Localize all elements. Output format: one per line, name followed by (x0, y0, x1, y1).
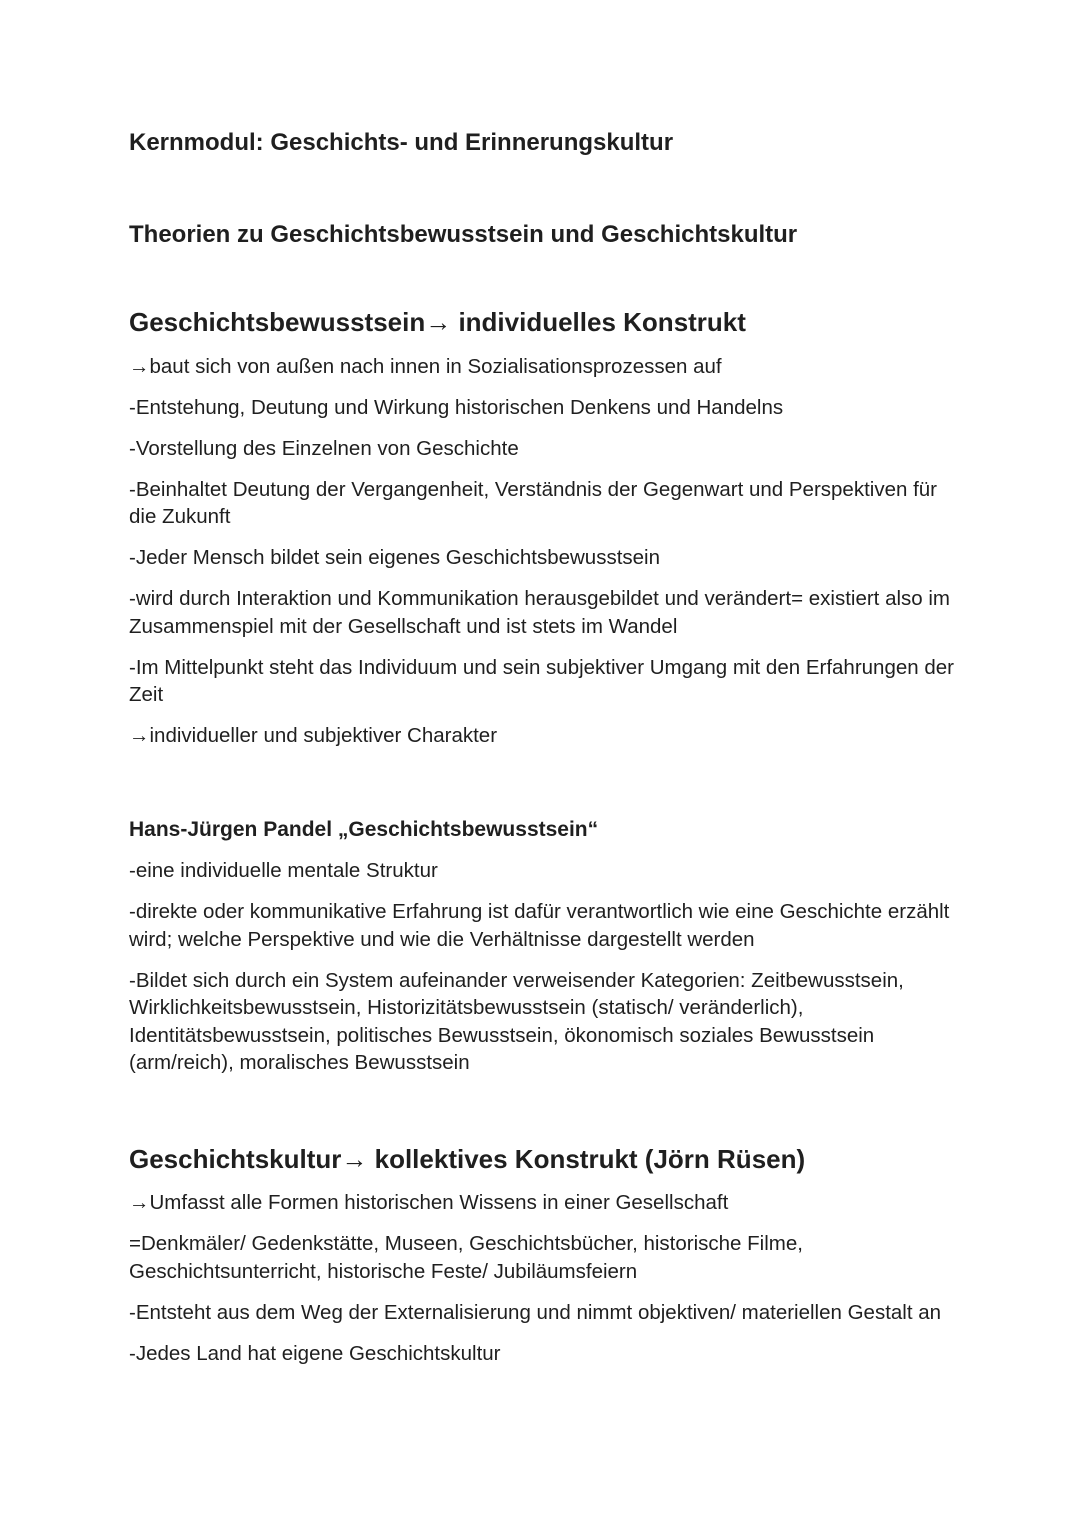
section-geschichtskultur (129, 1142, 960, 1368)
section-geschichtsbewusstsein (129, 305, 960, 750)
paragraph: =Denkmäler/ Gedenkstätte, Museen, Geschichtsbücher, historische Filme, Geschichtsunterricht, historische Feste/ Jubiläumsfeiern (129, 1232, 803, 1283)
paragraph: →baut sich von außen nach innen in Sozialisationsprozessen auf (129, 354, 722, 378)
document-subtitle: Theorien zu Geschichtsbewusstsein und Geschichtskultur (129, 221, 798, 248)
section-pandel (129, 816, 960, 1077)
paragraph: -Im Mittelpunkt steht das Individuum und sein subjektiver Umgang mit den Erfahrungen der Zeit (129, 655, 954, 706)
paragraph: -Vorstellung des Einzelnen von Geschichte (129, 436, 519, 460)
paragraph: →individueller und subjektiver Charakter (129, 724, 498, 747)
paragraph: -eine individuelle mentale Struktur (129, 859, 438, 882)
subsection-heading: Hans-Jürgen Pandel „Geschichtsbewusstsein“ (129, 817, 599, 841)
paragraph: -Jeder Mensch bildet sein eigenes Geschichtsbewusstsein (129, 546, 660, 569)
paragraph: -direkte oder kommunikative Erfahrung ist dafür verantwortlich wie eine Geschichte erzählt wird; welche Perspektive und wie die Verhältnisse dargestellt werden (129, 900, 950, 951)
paragraph: -Beinhaltet Deutung der Vergangenheit, Verständnis der Gegenwart und Perspektiven für die Zukunft (129, 477, 937, 528)
section-heading: Geschichtskultur→ kollektives Konstrukt (Jörn Rüsen) (129, 1143, 806, 1174)
paragraph: -Entsteht aus dem Weg der Externalisierung und nimmt objektiven/ materiellen Gestalt an (129, 1300, 942, 1324)
paragraph: -Entstehung, Deutung und Wirkung historischen Denkens und Handelns (129, 395, 784, 419)
paragraph: -Bildet sich durch ein System aufeinander verweisender Kategorien: Zeitbewusstsein, Wirklichkeitsbewusstsein, Historizitätsbewusstsein (statisch/ veränderlich), Identitätsbewusstsein, politisches Bewusstsein, ökonomisch soziales Bewusstsein (arm/reich), moralisches Bewusstsein (129, 968, 904, 1074)
section-heading: Geschichtsbewusstsein→ individuelles Konstrukt (129, 307, 746, 337)
document-title: Kernmodul: Geschichts- und Erinnerungskultur (129, 129, 674, 156)
paragraph: →Umfasst alle Formen historischen Wissens in einer Gesellschaft (129, 1191, 729, 1214)
paragraph: -Jedes Land hat eigene Geschichtskultur (129, 1341, 501, 1365)
paragraph: -wird durch Interaktion und Kommunikation herausgebildet und verändert= existiert also im Zusammenspiel mit der Gesellschaft und ist stets im Wandel (129, 587, 951, 638)
